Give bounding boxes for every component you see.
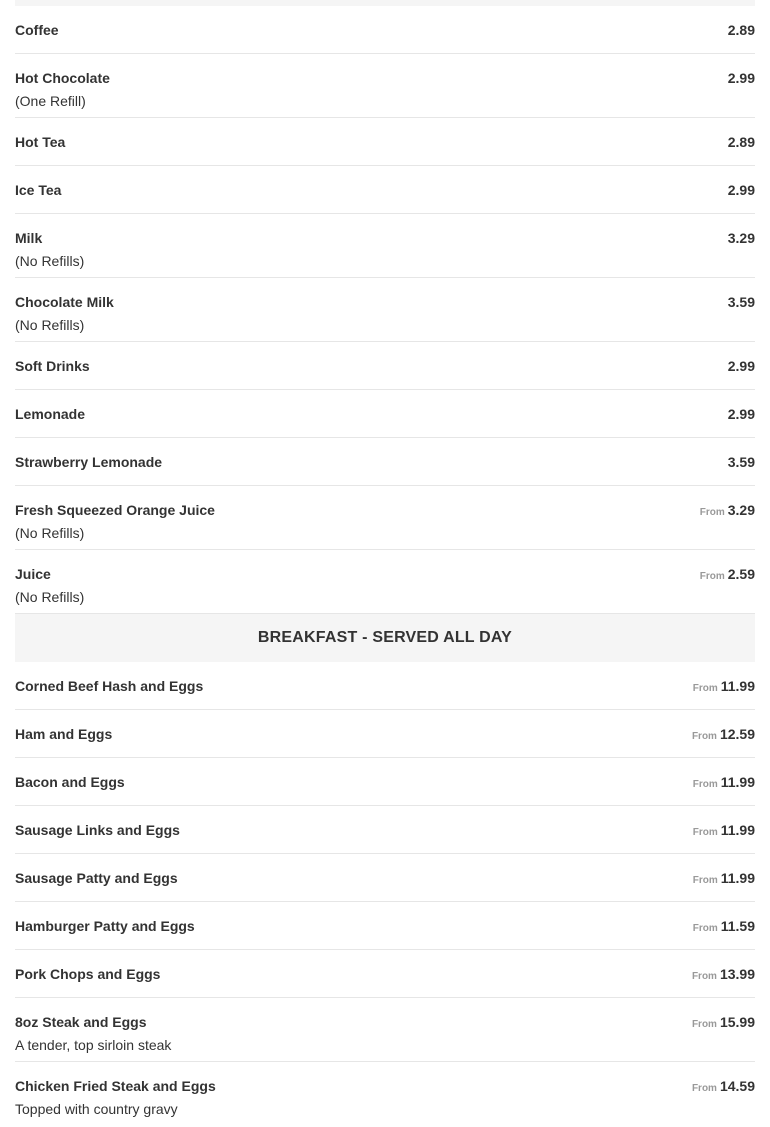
menu-item-name: Strawberry Lemonade	[15, 454, 163, 470]
menu-item-price-group	[728, 230, 755, 247]
menu-item-name: 8oz Steak and Eggs	[15, 1014, 147, 1030]
menu-item-name: Bacon and Eggs	[15, 774, 125, 790]
price-from-label: From	[691, 1083, 717, 1094]
menu-item-pork-chops-and-eggs[interactable]	[15, 950, 755, 998]
menu-item-price-group	[692, 966, 755, 985]
menu-list	[15, 6, 755, 1126]
menu-item-price-group	[728, 294, 755, 311]
menu-item-description: (No Refills)	[15, 589, 85, 605]
menu-item-price: 14.59	[719, 1078, 755, 1094]
menu-item-sausage-links-and-eggs[interactable]	[15, 806, 755, 854]
menu-item-ice-tea[interactable]	[15, 166, 755, 214]
menu-item-info	[15, 870, 178, 886]
menu-item-price-group	[728, 22, 755, 39]
menu-item-price: 11.59	[720, 918, 755, 934]
menu-item-price: 2.99	[727, 70, 755, 86]
menu-item-info	[15, 726, 112, 742]
menu-item-info	[15, 294, 114, 333]
menu-item-price-group	[692, 726, 755, 745]
menu-item-info	[15, 1078, 216, 1117]
menu-item-price-group	[700, 566, 755, 585]
price-from-label: From	[699, 507, 725, 518]
menu-item-description: (No Refills)	[15, 525, 85, 541]
drinks-section	[15, 6, 755, 614]
section-title: BREAKFAST - SERVED ALL DAY	[257, 629, 513, 646]
menu-item-price-group	[728, 406, 755, 423]
menu-item-name: Fresh Squeezed Orange Juice	[15, 502, 215, 518]
menu-item-info	[15, 918, 195, 934]
menu-item-price: 11.99	[720, 822, 755, 838]
menu-item-price-group	[693, 822, 755, 841]
menu-item-price-group	[693, 678, 755, 697]
menu-item-info	[15, 182, 61, 198]
menu-item-description: (No Refills)	[15, 253, 85, 269]
menu-item-price-group	[693, 918, 755, 937]
menu-item-info	[15, 678, 203, 694]
menu-item-description: Topped with country gravy	[15, 1101, 178, 1117]
menu-item-price-group	[728, 70, 755, 87]
menu-item-name: Chocolate Milk	[15, 294, 114, 310]
menu-item-info	[15, 230, 84, 269]
menu-item-price: 12.59	[719, 726, 755, 742]
menu-item-price: 3.59	[727, 454, 755, 470]
menu-item-price-group	[692, 1014, 755, 1033]
menu-item-info	[15, 70, 110, 109]
price-from-label: From	[691, 731, 717, 742]
menu-item-price-group	[693, 774, 755, 793]
price-from-label: From	[691, 1019, 717, 1030]
menu-item-name: Coffee	[15, 22, 59, 38]
menu-item-bacon-and-eggs[interactable]	[15, 758, 755, 806]
menu-item-name: Juice	[15, 566, 51, 582]
menu-item-price: 11.99	[720, 774, 755, 790]
menu-item-strawberry-lemonade[interactable]	[15, 438, 755, 486]
menu-item-soft-drinks[interactable]	[15, 342, 755, 390]
section-header-breakfast	[15, 614, 755, 662]
menu-item-price-group	[700, 502, 755, 521]
menu-item-description: (One Refill)	[15, 93, 86, 109]
menu-item-8oz-steak-and-eggs[interactable]	[15, 998, 755, 1062]
menu-item-name: Hot Chocolate	[15, 70, 110, 86]
price-from-label: From	[692, 923, 718, 934]
menu-item-chicken-fried-steak-and-eggs[interactable]	[15, 1062, 755, 1126]
menu-item-price: 2.99	[727, 358, 755, 374]
menu-item-price: 2.99	[727, 406, 755, 422]
menu-item-name: Ice Tea	[15, 182, 62, 198]
menu-item-name: Chicken Fried Steak and Eggs	[15, 1078, 216, 1094]
menu-item-price-group	[728, 454, 755, 471]
menu-item-name: Sausage Patty and Eggs	[15, 870, 178, 886]
menu-item-price: 11.99	[720, 678, 755, 694]
price-from-label: From	[691, 971, 717, 982]
menu-item-name: Sausage Links and Eggs	[15, 822, 180, 838]
menu-item-description: A tender, top sirloin steak	[15, 1037, 172, 1053]
menu-item-price: 13.99	[719, 966, 755, 982]
menu-item-description: (No Refills)	[15, 317, 85, 333]
menu-item-info	[15, 406, 85, 422]
menu-item-info	[15, 822, 180, 838]
menu-item-hamburger-patty-and-eggs[interactable]	[15, 902, 755, 950]
price-from-label: From	[692, 683, 718, 694]
menu-item-name: Pork Chops and Eggs	[15, 966, 161, 982]
menu-item-hot-tea[interactable]	[15, 118, 755, 166]
menu-item-juice[interactable]	[15, 550, 755, 614]
menu-item-fresh-squeezed-orange-juice[interactable]	[15, 486, 755, 550]
price-from-label: From	[692, 875, 718, 886]
menu-item-name: Milk	[15, 230, 43, 246]
menu-item-info	[15, 566, 84, 605]
menu-item-price: 2.59	[727, 566, 755, 582]
menu-item-milk[interactable]	[15, 214, 755, 278]
menu-item-name: Hot Tea	[15, 134, 66, 150]
menu-item-ham-and-eggs[interactable]	[15, 710, 755, 758]
menu-item-price: 2.89	[727, 134, 755, 150]
menu-item-name: Lemonade	[15, 406, 86, 422]
menu-item-lemonade[interactable]	[15, 390, 755, 438]
menu-item-name: Ham and Eggs	[15, 726, 113, 742]
menu-item-price: 15.99	[719, 1014, 755, 1030]
menu-item-info	[15, 774, 125, 790]
price-from-label: From	[692, 779, 718, 790]
menu-item-info	[15, 358, 90, 374]
menu-item-price-group	[728, 134, 755, 151]
breakfast-section	[15, 662, 755, 1126]
menu-item-info	[15, 134, 65, 150]
menu-item-price: 2.99	[727, 182, 755, 198]
menu-item-corned-beef-hash-and-eggs[interactable]	[15, 662, 755, 710]
menu-item-name: Soft Drinks	[15, 358, 90, 374]
menu-item-price-group	[692, 1078, 755, 1097]
menu-item-name: Hamburger Patty and Eggs	[15, 918, 195, 934]
price-from-label: From	[692, 827, 718, 838]
menu-item-info	[15, 1014, 171, 1053]
menu-item-info	[15, 502, 215, 541]
menu-item-price: 3.29	[727, 230, 755, 246]
menu-item-info	[15, 454, 162, 470]
menu-item-coffee[interactable]	[15, 6, 755, 54]
menu-item-price-group	[693, 870, 755, 889]
menu-item-sausage-patty-and-eggs[interactable]	[15, 854, 755, 902]
menu-item-price-group	[728, 182, 755, 199]
menu-item-price: 3.59	[727, 294, 755, 310]
menu-item-chocolate-milk[interactable]	[15, 278, 755, 342]
price-from-label: From	[699, 571, 725, 582]
menu-item-hot-chocolate[interactable]	[15, 54, 755, 118]
menu-item-info	[15, 966, 160, 982]
menu-item-price: 11.99	[720, 870, 755, 886]
menu-item-price: 2.89	[727, 22, 755, 38]
menu-item-info	[15, 22, 59, 38]
menu-item-price-group	[728, 358, 755, 375]
menu-item-price: 3.29	[727, 502, 755, 518]
menu-item-name: Corned Beef Hash and Eggs	[15, 678, 204, 694]
